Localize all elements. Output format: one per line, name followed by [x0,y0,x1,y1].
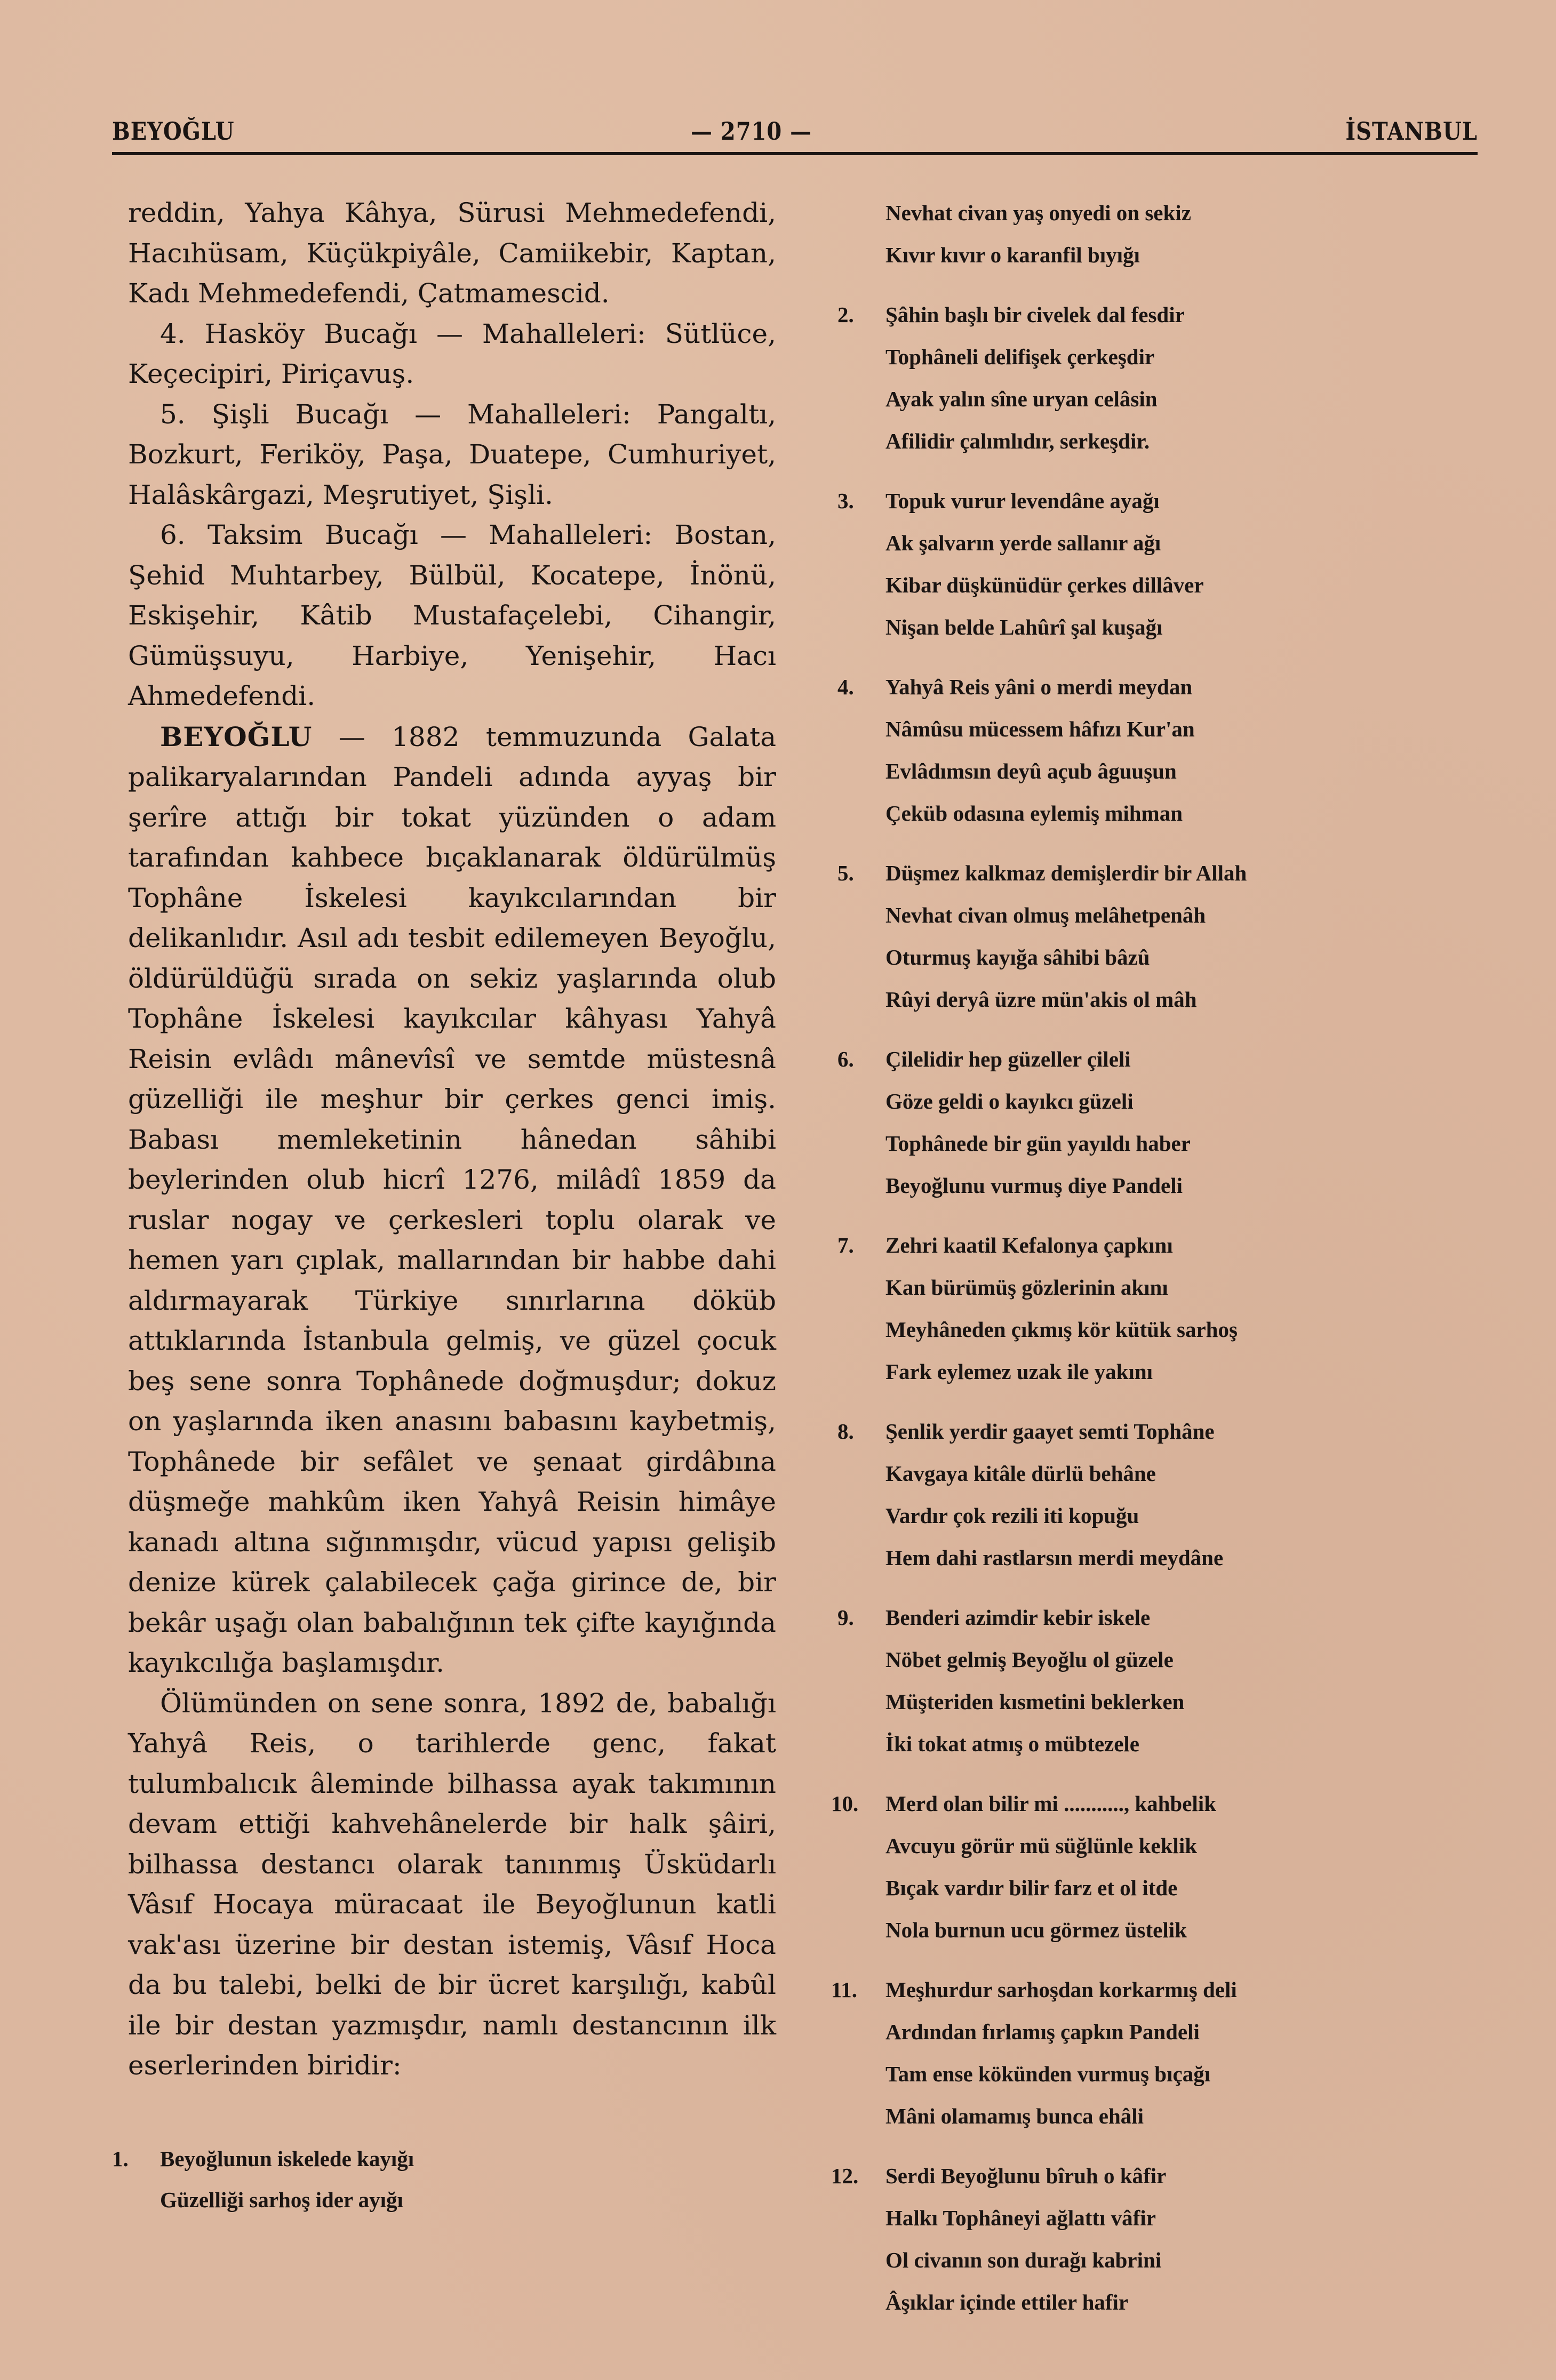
verse-text: Oturmuş kayığa sâhibi bâzû [885,945,1150,969]
verse-line [837,1639,1478,1681]
verse-line [837,294,1478,336]
verse-line [837,2011,1478,2053]
stanza-1 [112,2138,752,2221]
verse-text: Kibar düşkünüdür çerkes dillâver [885,573,1204,597]
verse-text: Tophâneli delifişek çerkeşdir [885,344,1155,369]
verse-line [837,792,1478,835]
stanza [831,2155,1478,2323]
right-column-verses [831,192,1478,2341]
verse-line [837,1453,1478,1495]
verse-line [837,979,1478,1021]
verse-text: Nişan belde Lahûrî şal kuşağı [885,615,1163,639]
verse-text: Ol civanın son durağı kabrini [885,2248,1162,2272]
verse-line [837,1351,1478,1393]
verse-line [837,606,1478,648]
stanza-number: 11. [831,1977,857,2002]
verse-line [837,1224,1478,1267]
stanza-number: 9. [837,1605,854,1630]
verse-text: Evlâdımsın deyû açub âguuşun [885,759,1177,783]
verse-text: Serdi Beyoğlunu bîruh o kâfir [885,2163,1167,2188]
verse-text: Nöbet gelmiş Beyoğlu ol güzele [885,1647,1174,1672]
verse-line [837,1867,1478,1909]
entry-headword: BEYOĞLU [160,720,313,752]
verse-line [837,1537,1478,1579]
verse-line: Güzelliği sarhoş ider ayığı [160,2187,403,2212]
verse-text: İki tokat atmış o mübtezele [885,1732,1140,1756]
verse-line [837,1495,1478,1537]
stanza-number: 12. [831,2163,859,2188]
verse-text: Mâni olamamış bunca ehâli [885,2104,1144,2128]
verse-line [831,1969,1478,2011]
verse-line: 1. Beyoğlunun iskelede kayığı [112,2138,752,2179]
verse-line [837,2095,1478,2137]
verse-line [837,1309,1478,1351]
verse-line [837,564,1478,606]
verse-text: Vardır çok rezili iti kopuğu [885,1503,1139,1528]
verse-line [837,1825,1478,1867]
stanza-number: 5. [837,861,854,885]
verse-line [837,852,1478,894]
verse-text: Zehri kaatil Kefalonya çapkını [885,1233,1173,1257]
verse-line [831,2155,1478,2197]
verse-text: Yahyâ Reis yâni o merdi meydan [885,675,1193,699]
page-number: — 2710 — [691,117,812,146]
verse-text: Ayak yalın sîne uryan celâsin [885,387,1158,411]
verse-line [837,1165,1478,1207]
verse-text: Şâhin başlı bir civelek dal fesdir [885,302,1185,327]
verse-line [837,708,1478,750]
verse-text: Halkı Tophâneyi ağlattı vâfir [885,2206,1156,2230]
stanza-number: 2. [837,302,854,327]
verse-line [837,1681,1478,1723]
verse-line [837,378,1478,420]
verse-line [837,1038,1478,1080]
running-header [112,109,1478,157]
verse-text: Ardından fırlamış çapkın Pandeli [885,2020,1200,2044]
paragraph: reddin, Yahya Kâhya, Sürusi Mehmedefendi, Hacıhüsam, Küçükpiyâle, Camiikebir, Kaptan, Kadı Mehmedefendi, Çatmamescid. [128,197,776,309]
verse-line [837,1723,1478,1765]
verse-line: Nevhat civan yaş onyedi on sekiz [885,201,1191,225]
verse-text: Bıçak vardır bilir farz et ol itde [885,1876,1178,1900]
stanza [837,852,1478,1021]
verse-text: Düşmez kalkmaz demişlerdir bir Allah [885,861,1247,885]
stanza [837,666,1478,835]
verse-text: Kan bürümüş gözlerinin akını [885,1275,1168,1300]
verse-line: Kıvır kıvır o karanfil bıyığı [885,243,1140,267]
verse-line [837,522,1478,564]
header-section-title: BEYOĞLU [112,117,235,146]
verse-line [837,1123,1478,1165]
verse-text: Âşıklar içinde ettiler hafir [885,2290,1129,2314]
verse-line [837,2053,1478,2095]
verse-text: Topuk vurur levendâne ayağı [885,488,1160,513]
verse-text: Fark eylemez uzak ile yakını [885,1359,1153,1384]
verse-text: Nâmûsu mücessem hâfızı Kur'an [885,717,1195,741]
verse-text: Rûyi deryâ üzre mün'akis ol mâh [885,987,1197,1012]
verse-line [837,1597,1478,1639]
verse-text: Şenlik yerdir gaayet semti Tophâne [885,1419,1215,1444]
stanza [837,1597,1478,1765]
stanza [831,1969,1478,2137]
verse-text: Tam ense kökünden vurmuş bıçağı [885,2062,1211,2086]
verse-text: Kavgaya kitâle dürlü behâne [885,1461,1156,1486]
verse-line [831,1783,1478,1825]
header-volume-title: İSTANBUL [1345,117,1478,146]
paragraph: 5. Şişli Bucağı — Mahalleleri: Pangaltı, Bozkurt, Feriköy, Paşa, Duatepe, Cumhuriyet, Halâskârgazi, Meşrutiyet, Şişli. [128,398,776,510]
stanza [831,1783,1478,1951]
paragraph: 4. Hasköy Bucağı — Mahalleleri: Sütlüce, Keçecipiri, Piriçavuş. [128,318,776,389]
verse-text: Müşteriden kısmetini beklerken [885,1689,1185,1714]
stanza [837,480,1478,648]
verse-line [837,1411,1478,1453]
verse-line [837,936,1478,979]
verse-line [837,2239,1478,2281]
verse-line [837,894,1478,936]
verse-line [837,336,1478,378]
verse-line [837,480,1478,522]
verse-line [837,1909,1478,1951]
verse-text: Ak şalvarın yerde sallanır ağı [885,531,1161,555]
verse-text: Meşhurdur sarhoşdan korkarmış deli [885,1977,1237,2002]
stanza-number: 8. [837,1419,854,1444]
verse-line [837,750,1478,792]
verse-text: Benderi azimdir kebir iskele [885,1605,1151,1630]
stanza [837,1038,1478,1207]
verse-line [837,1267,1478,1309]
verse-text: Beyoğlunu vurmuş diye Pandeli [885,1173,1183,1198]
verse-text: Çilelidir hep güzeller çileli [885,1047,1131,1071]
verse-text: Afilidir çalımlıdır, serkeşdir. [885,429,1150,453]
verse-line [837,420,1478,462]
verse-text: Göze geldi o kayıkcı güzeli [885,1089,1134,1113]
verse-line [837,2281,1478,2323]
verse-text: Hem dahi rastlarsın merdi meydâne [885,1545,1224,1570]
verse-text: Nevhat civan olmuş melâhetpenâh [885,903,1206,927]
header-rule [112,152,1478,155]
stanza [837,1411,1478,1579]
verse-text: Meyhâneden çıkmış kör kütük sarhoş [885,1317,1238,1342]
verse-text: Nola burnun ucu görmez üstelik [885,1918,1187,1942]
verse-line [837,2197,1478,2239]
verse-line [837,666,1478,708]
stanza-number: 4. [837,675,854,699]
stanza-number: 1. [112,2146,129,2171]
verse-text: Avcuyu görür mü süğlünle keklik [885,1833,1198,1858]
verse-line [837,1080,1478,1123]
stanza-number: 10. [831,1791,859,1816]
stanza [837,1224,1478,1393]
stanza-number: 3. [837,488,854,513]
stanza-1-continuation [837,192,1478,276]
paragraph: Ölümünden on sene sonra, 1892 de, babalığı Yahyâ Reis, o tarihlerde genc, fakat tulumbalıcık âleminde bilhassa ayak takımının devam ettiği kahvehânelerde bir halk şâiri, bilhassa destancı olarak tanınmış Üsküdarlı Vâsıf Hocaya müracaat ile Beyoğlunun katli vak'ası üzerine bir destan istemiş, Vâsıf Hoca da bu talebi, belki de bir ücret karşılığı, kabûl ile bir destan yazmışdır, namlı destancının ilk eserlerinden biridir: [128,1687,776,2081]
verse-text: Çeküb odasına eylemiş mihman [885,801,1183,826]
paragraph: 6. Taksim Bucağı — Mahalleleri: Bostan, Şehid Muhtarbey, Bülbül, Kocatepe, İnönü, Eskişehir, Kâtib Mustafaçelebi, Cihangir, Gümüşsuyu, Harbiye, Yenişehir, Hacı Ahmedefendi. [128,519,776,711]
verse-text: Merd olan bilir mi ..........., kahbelik [885,1791,1217,1816]
verse-text: Tophânede bir gün yayıldı haber [885,1131,1191,1156]
left-column-text [128,193,776,2086]
stanza [837,294,1478,462]
entry-paragraph: BEYOĞLU — 1882 temmuzunda Galata palikaryalarından Pandeli adında ayyaş bir şerîre attığı bir tokat yüzünden o adam tarafından kahbece bıçaklanarak öldürülmüş Tophâne İskelesi kayıkcılarından bir delikanlıdır. Asıl adı tesbit edilemeyen Beyoğlu, öldürüldüğü sırada on sekiz yaşlarında olub Tophâne İskelesi kayıkcılar kâhyası Yahyâ Reisin evlâdı mânevîsî ve semtde müstesnâ güzelliği ile meşhur bir çerkes genci imiş. Babası memleketinin hânedan sâhibi beylerinden olub hicrî 1276, milâdî 1859 da ruslar nogay ve çerkesleri toplu olarak ve hemen yarı çıplak, mallarından bir habbe dahi aldırmayarak Türkiye sınırlarına döküb attıklarında İstanbula gelmiş, ve güzel çocuk beş sene sonra Tophânede doğmuşdur; dokuz on yaşlarında iken anasını babasını kaybetmiş, Tophânede bir sefâlet ve şenaat girdâbına düşmeğe mahkûm iken Yahyâ Reisin himâye kanadı altına sığınmışdır, vücud yapısı gelişib denize kürek çalabilecek çağa girince de, bir bekâr uşağı olan babalığının tek çifte kayığında kayıkcılığa başlamışdır. [128,720,776,1678]
stanza-number: 7. [837,1233,854,1257]
stanza-number: 6. [837,1047,854,1071]
